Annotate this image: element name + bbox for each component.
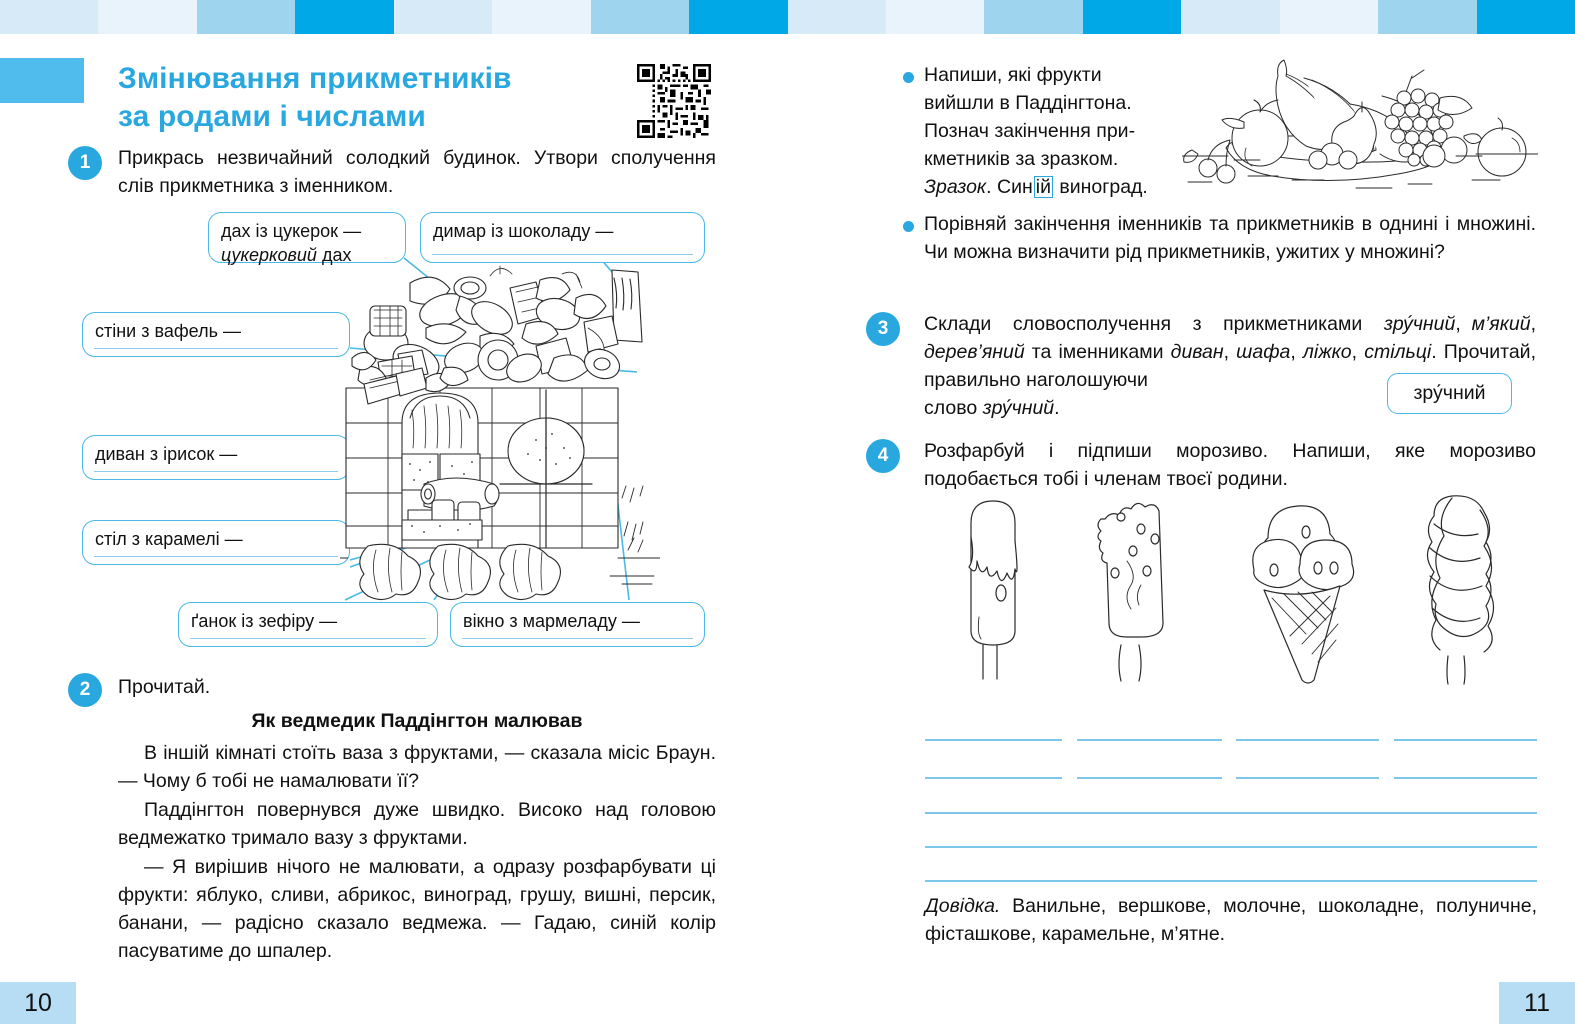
story-paragraph-1: В іншій кімнаті стоїть ваза з фруктами, — сказала місіс Браун. — Чому б тобі не намалювати її?	[118, 742, 716, 792]
label-box-chimney-text: димар із шоколаду —	[433, 221, 614, 241]
answer-rule-full-2[interactable]	[925, 846, 1537, 848]
label-box-roof[interactable]	[208, 212, 406, 263]
sample-period: .	[986, 175, 997, 198]
decorative-square	[1181, 0, 1279, 34]
stress-word-box: зру́чний	[1387, 373, 1512, 414]
answer-rule-r1c3[interactable]	[1236, 739, 1379, 741]
decorative-square	[1083, 0, 1181, 34]
decorative-square	[1477, 0, 1575, 34]
answer-rule-full-3[interactable]	[925, 880, 1537, 882]
answer-rule-r2c3[interactable]	[1236, 777, 1379, 779]
answer-rule-r2c4[interactable]	[1394, 777, 1537, 779]
twisted-popsicle-icon	[1400, 490, 1530, 688]
bullet-1-text	[924, 62, 1184, 201]
page-number-left: 10	[0, 982, 76, 1024]
label-box-walls[interactable]	[82, 312, 350, 357]
page-title-line1: Змінювання прикметників	[118, 62, 512, 95]
answer-rule-full-1[interactable]	[925, 812, 1537, 814]
label-box-sofa[interactable]	[82, 435, 350, 480]
popsicle-bitten-icon	[1075, 495, 1205, 685]
adjective-ending-box: ій	[1035, 175, 1051, 198]
ice-cream-cone-icon	[1222, 490, 1372, 688]
exercise-3-prompt: Склади словосполучення з прикметниками зру́чний, м’який, дерев’яний та іменниками диван, шафа, ліжко, стільці. Прочитай, правильно наголошуючи слово зру́чний.	[924, 313, 1537, 419]
decorative-square	[0, 0, 98, 34]
bullet-dot-2	[903, 221, 914, 232]
sample-stem: Син	[996, 175, 1033, 198]
label-box-table[interactable]	[82, 520, 350, 565]
answer-rule-r1c1[interactable]	[925, 739, 1062, 741]
exercise-4-prompt: Розфарбуй і підпиши морозиво. Напиши, яке морозиво подобається тобі і членам твоєї родини.	[924, 440, 1536, 490]
label-box-roof-text: дах із цукерок — цукерковий дах	[221, 221, 362, 265]
decorative-square	[1280, 0, 1378, 34]
decorative-square	[886, 0, 984, 34]
answer-rule-r1c4[interactable]	[1394, 739, 1537, 741]
decorative-square	[984, 0, 1082, 34]
label-box-walls-rule	[94, 348, 338, 349]
exercise-2-prompt: Прочитай.	[118, 676, 211, 698]
label-box-chimney[interactable]	[420, 212, 705, 263]
bullet-1-line-4: кметників за зразком.	[924, 147, 1119, 170]
answer-rule-r2c1[interactable]	[925, 777, 1062, 779]
decorative-square	[689, 0, 787, 34]
bullet-1-line-1: Напиши, які фрукти	[924, 64, 1102, 86]
answer-rule-r2c2[interactable]	[1077, 777, 1222, 779]
bullet-1-line-2: вийшли в Паддінгтона.	[924, 91, 1132, 114]
reference-label: Довідка.	[925, 895, 1001, 917]
popsicle-glazed-icon	[925, 495, 1055, 685]
bullet-1-sample	[924, 174, 1184, 202]
label-box-sofa-rule	[94, 471, 338, 472]
page-title-line2: за родами і числами	[118, 99, 426, 133]
story-paragraph-2: Паддінгтон повернувся дуже швидко. Високо над головою ведмежатко тримало вазу з фруктами.	[118, 799, 716, 849]
exercise-number-1: 1	[68, 146, 102, 180]
header-accent-block	[0, 58, 84, 103]
decorative-square	[394, 0, 492, 34]
story-title: Як ведмедик Паддінгтон малював	[251, 710, 583, 732]
decorative-top-strip	[0, 0, 1575, 34]
decorative-square	[591, 0, 689, 34]
label-box-walls-text: стіни з вафель —	[95, 321, 241, 341]
answer-rule-r1c2[interactable]	[1077, 739, 1222, 741]
reference-text: Ванильне, вершкове, молочне, шоколадне, полуничне, фісташкове, карамельне, м’ятне.	[925, 895, 1537, 945]
decorative-square	[492, 0, 590, 34]
decorative-square	[295, 0, 393, 34]
decorative-square	[197, 0, 295, 34]
reference-note	[925, 893, 1537, 949]
label-box-table-text: стіл з карамелі —	[95, 529, 243, 549]
decorative-square	[98, 0, 196, 34]
sample-label: Зразок	[924, 175, 987, 198]
sample-tail: виноград.	[1053, 175, 1148, 198]
page-number-right: 11	[1499, 982, 1575, 1024]
qr-code[interactable]	[637, 64, 711, 138]
exercise-number-2: 2	[68, 673, 102, 707]
story-paragraph-3: — Я вирішив нічого не малювати, а одразу розфарбувати ці фрукти: яблуко, сливи, абрикос, виноград, грушу, вишні, персик, банани, — радісно сказало ведмежа. — Гадаю, синій колір пасуватиме до шпалер.	[118, 856, 716, 962]
label-box-window-rule	[462, 638, 693, 639]
exercise-1-prompt: Прикрась незвичайний солодкий будинок. Утвори сполучення слів прикметника з іменником.	[118, 147, 716, 197]
label-box-chimney-rule	[432, 254, 693, 255]
label-box-table-rule	[94, 556, 338, 557]
label-box-porch-text: ґанок із зефіру —	[191, 611, 338, 631]
decorative-square	[1378, 0, 1476, 34]
page-title	[118, 60, 618, 136]
decorative-square	[788, 0, 886, 34]
label-box-porch-rule	[190, 638, 426, 639]
bullet-dot-1	[903, 72, 914, 83]
bullet-2-text: Порівняй закінчення іменників та прикметників в однині і множині. Чи можна визначити рід прикметників, ужитих у множині?	[924, 213, 1536, 263]
bullet-1-line-3: Познач закінчення при-	[924, 119, 1136, 142]
exercise-number-4: 4	[866, 439, 900, 473]
gingerbread-house-illustration	[340, 258, 660, 610]
label-box-sofa-text: диван з ірисок —	[95, 444, 238, 464]
exercise-number-3: 3	[866, 312, 900, 346]
fruit-bowl-illustration	[1182, 56, 1538, 198]
label-box-window-text: вікно з мармеладу —	[463, 611, 640, 631]
